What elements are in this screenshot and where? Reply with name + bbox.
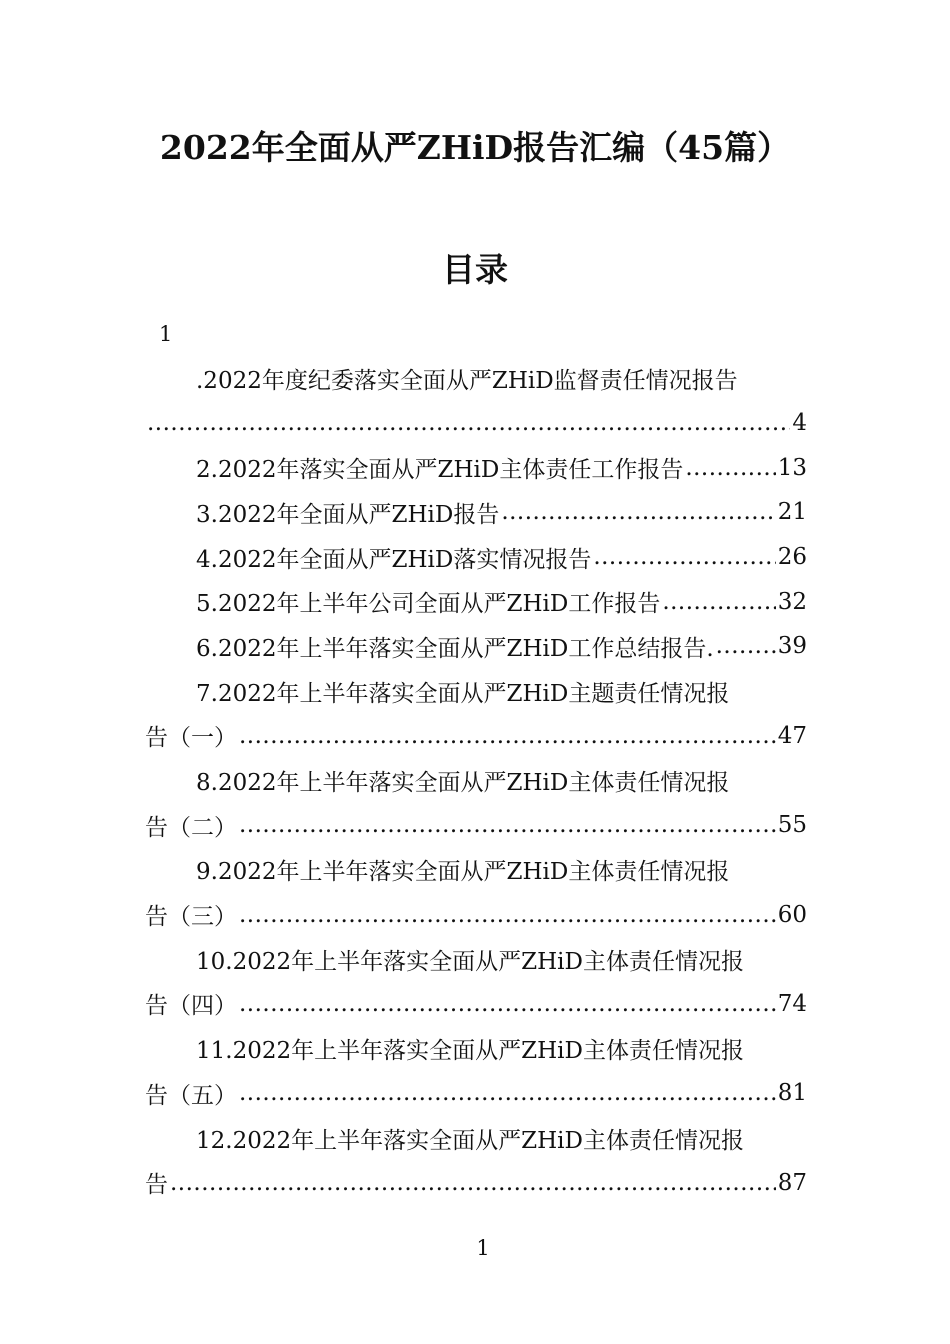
dot-leader (593, 544, 775, 570)
dot-leader (170, 1170, 776, 1196)
toc-page-number: 21 (777, 499, 807, 526)
dot-leader (239, 812, 776, 838)
dot-leader (239, 723, 776, 749)
toc-entry-9-leader[interactable]: 告（三） ..... 60 (145, 892, 807, 937)
toc-entry-5[interactable]: 5.2022年上半年公司全面从严ZHiD工作报告 ..... 32 (145, 579, 807, 624)
dot-leader (662, 589, 775, 615)
dot-leader (685, 455, 775, 481)
toc-entry-12-title[interactable]: 12.2022年上半年落实全面从严ZHiD主体责任情况报 (196, 1127, 744, 1154)
dot-leader (239, 991, 776, 1017)
toc-entry-11-title[interactable]: 11.2022年上半年落实全面从严ZHiD主体责任情况报 (196, 1038, 744, 1065)
dot-leader (239, 1080, 776, 1106)
toc-entry-7-leader[interactable]: 告（一） ..... 47 (145, 714, 807, 759)
toc-page-number: 26 (777, 544, 807, 571)
leading-number: 1 (159, 322, 173, 346)
toc-page-number: 4 (792, 410, 807, 437)
table-of-contents (145, 356, 807, 1205)
toc-page-number: 60 (777, 901, 807, 928)
document-title: 2022年全面从严ZHiD报告汇编（45篇） (159, 128, 791, 167)
toc-entry-7-title[interactable]: 7.2022年上半年落实全面从严ZHiD主题责任情况报 (196, 680, 730, 707)
dot-leader (239, 902, 776, 928)
toc-page-number: 32 (777, 588, 807, 615)
toc-entry-4[interactable]: 4.2022年全面从严ZHiD落实情况报告 ..... 26 (145, 535, 807, 580)
toc-entry-1-title[interactable]: .2022年度纪委落实全面从严ZHiD监督责任情况报告 (196, 367, 738, 394)
dot-leader (147, 410, 790, 436)
toc-entry-8-leader[interactable]: 告（二） ..... 55 (145, 803, 807, 848)
toc-page-number: 81 (777, 1080, 807, 1107)
dot-leader (501, 499, 775, 525)
toc-entry-10-leader[interactable]: 告（四） ..... 74 (145, 982, 807, 1027)
toc-page-number: 74 (777, 990, 807, 1017)
toc-entry-1-leader[interactable] (145, 401, 807, 446)
toc-entry-10-title[interactable]: 10.2022年上半年落实全面从严ZHiD主体责任情况报 (196, 948, 744, 975)
page-number: 1 (476, 1236, 490, 1260)
toc-entry-8-title[interactable]: 8.2022年上半年落实全面从严ZHiD主体责任情况报 (196, 770, 730, 797)
toc-heading: 目录 (442, 250, 508, 289)
toc-entry-11-leader[interactable]: 告（五） ..... 81 (145, 1071, 807, 1116)
toc-entry-3[interactable]: 3.2022年全面从严ZHiD报告 ..... 21 (145, 490, 807, 535)
toc-entry-12-leader[interactable]: 告 ..... 87 (145, 1160, 807, 1205)
toc-page-number: 39 (777, 633, 807, 660)
toc-page-number: 55 (777, 812, 807, 839)
toc-page-number: 47 (777, 722, 807, 749)
toc-entry-9-title[interactable]: 9.2022年上半年落实全面从严ZHiD主体责任情况报 (196, 859, 730, 886)
toc-entry-2[interactable]: 2.2022年落实全面从严ZHiD主体责任工作报告 ..... 13 (145, 445, 807, 490)
toc-entry-6[interactable]: 6.2022年上半年落实全面从严ZHiD工作总结报告. ..... 39 (145, 624, 807, 669)
dot-leader (716, 633, 776, 659)
toc-page-number: 13 (777, 454, 807, 481)
toc-page-number: 87 (777, 1169, 807, 1196)
